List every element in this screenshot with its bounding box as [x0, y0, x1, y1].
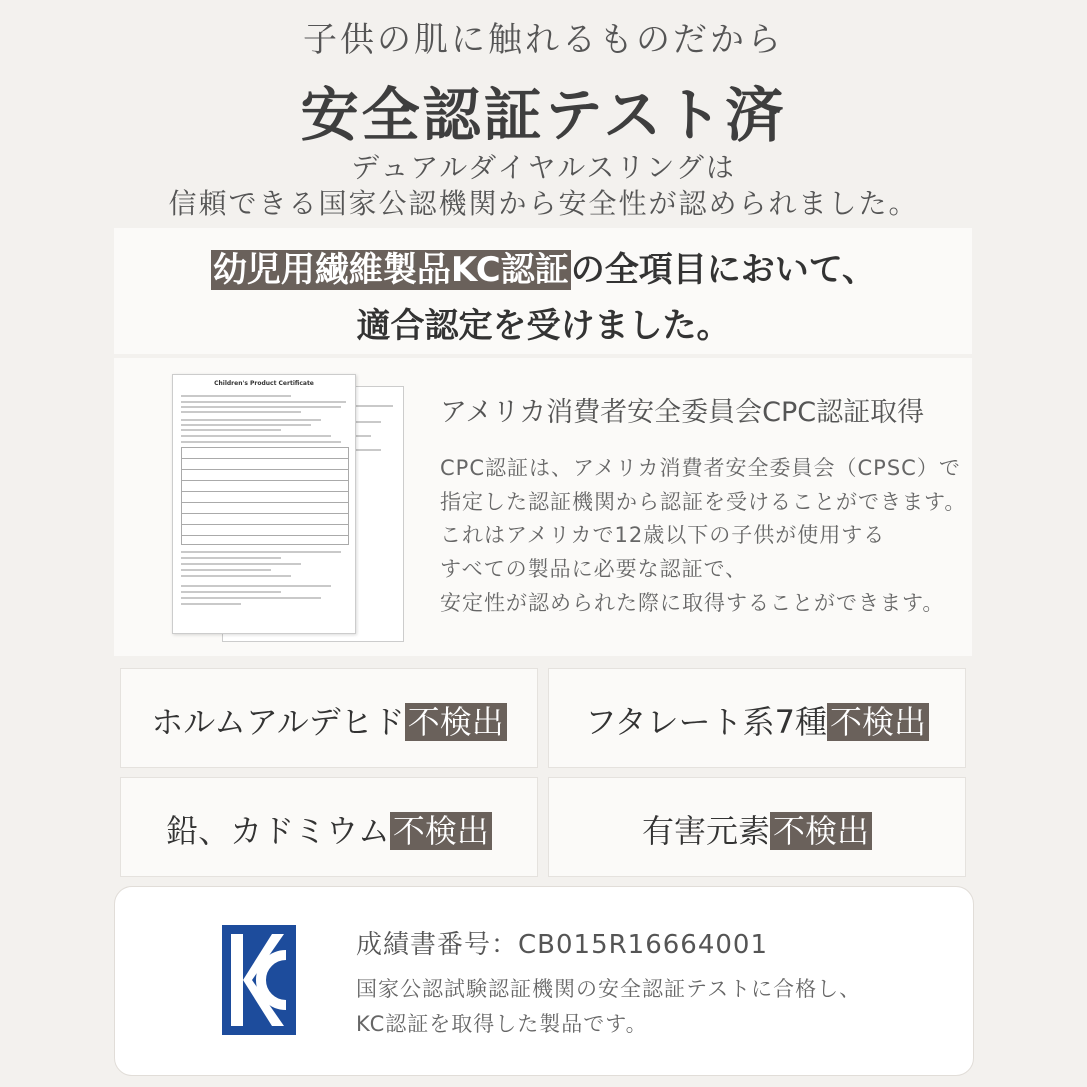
- test-label: フタレート系7種: [584, 703, 828, 741]
- kc-statement-line-1: [0, 242, 1087, 291]
- test-result-box: [548, 668, 966, 768]
- test-result-badge: 不検出: [405, 703, 507, 741]
- intro-line-2: 信頼できる国家公認機関から安全性が認められました。: [168, 187, 919, 220]
- cpc-body-line-2: 指定した認証機関から認証を受けることができます。: [440, 490, 967, 514]
- report-body-line-2: KC認証を取得した製品です。: [356, 1012, 648, 1036]
- test-result-badge: 不検出: [770, 812, 872, 850]
- certificate-document-image: [172, 374, 356, 634]
- cpc-body-line-3: これはアメリカで12歳以下の子供が使用する: [440, 523, 886, 547]
- certificate-title: Children's Product Certificate: [214, 380, 314, 387]
- certificate-number: 成績書番号：CB015R16664001: [356, 930, 769, 960]
- report-body-line-1: 国家公認試験認証機関の安全認証テストに合格し、: [356, 977, 862, 1001]
- cpc-body-line-1: CPC認証は、アメリカ消費者安全委員会（CPSC）で: [440, 456, 961, 480]
- test-label: ホルムアルデヒド: [151, 703, 405, 741]
- test-label: 鉛、カドミウム: [166, 812, 390, 850]
- kc-highlight: 幼児用繊維製品KC認証: [212, 250, 569, 290]
- certificate-table: [181, 447, 349, 545]
- test-result-box: [120, 668, 538, 768]
- cpc-body-line-4: すべての製品に必要な認証で、: [440, 557, 748, 581]
- subtitle: 子供の肌に触れるものだから: [303, 20, 784, 60]
- kc-mark-icon: [222, 925, 296, 1035]
- test-result-badge: 不検出: [827, 703, 929, 741]
- kc-statement-line-2: 適合認定を受けました。: [356, 306, 731, 346]
- test-label: 有害元素: [641, 812, 770, 850]
- intro-line-1: デュアルダイヤルスリングは: [351, 151, 736, 184]
- test-result-badge: 不検出: [390, 812, 492, 850]
- kc-statement-rest: の全項目において、: [570, 250, 877, 290]
- cpc-body-line-5: 安定性が認められた際に取得することができます。: [440, 591, 945, 615]
- test-result-box: [120, 777, 538, 877]
- page-title: 安全認証テスト済: [300, 81, 787, 149]
- test-result-box: [548, 777, 966, 877]
- cpc-title: アメリカ消費者安全委員会CPC認証取得: [440, 397, 925, 428]
